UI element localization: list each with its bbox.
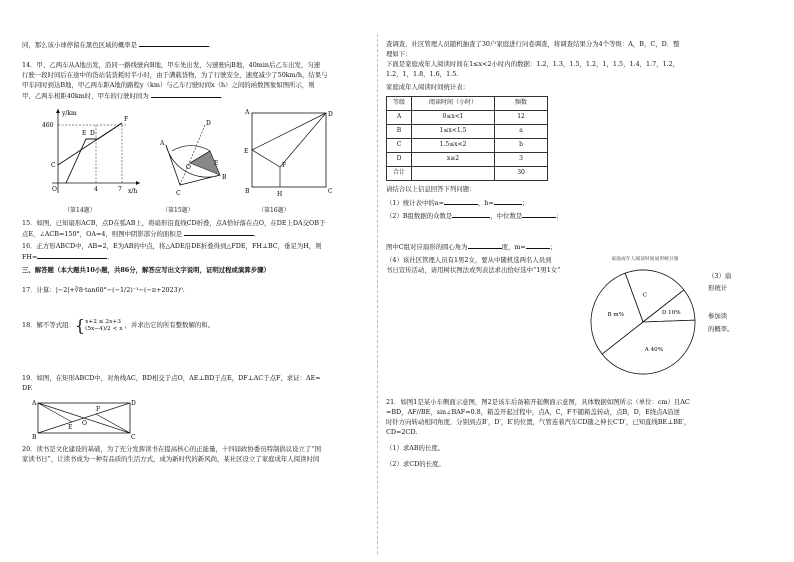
svg-text:y/km: y/km <box>62 109 77 117</box>
answer-blank <box>184 229 254 236</box>
svg-text:C: C <box>176 189 181 197</box>
svg-text:C: C <box>51 161 56 169</box>
svg-text:4: 4 <box>94 185 98 193</box>
question-21: 21．如图1是某小车侧面示意图，图2是该车后备箱开起侧面示意图，具体数据如图所示（单位：cm）且AC =BD，AF//BE，sin∠BAF=0.8，箱盖开起过程中，点A，C，F不随箱盖转动，点B，D，E绕点A沿逆 时针方向转动相同角度，分别到点B′，D′，E′的位置，气管连着汽车CD随之伸长C′D′，已知直线BE⊥BE′， CD=2CD. （1）求AB的长度。 （2）求CD的长度。 <box>386 398 771 473</box>
figure-16-square <box>240 105 340 205</box>
table-row: 合计 30 <box>387 166 548 180</box>
svg-text:D: D <box>131 399 136 407</box>
pie-chart <box>585 262 705 382</box>
svg-text:A: A <box>245 108 250 116</box>
q21-sub-1: （1）求AB的长度。 <box>386 443 445 452</box>
question-16: 16．正方形ABCD中，AB=2，E为AB的中点，将△ADE沿DE折叠得到△FDE，FH⊥BC，垂足为H，则 FH= ． <box>22 242 322 262</box>
svg-text:E: E <box>214 159 219 167</box>
pie-label-b: B m% <box>607 312 625 319</box>
sub-question-4: （4）该社区管理人员有1男2女，要从中随机选两名人员到 书日宣传活动，请用树状图法或列表法求出恰好选中“1男1女” <box>386 256 561 275</box>
svg-text:A: A <box>160 139 165 147</box>
question-19: 19．如图，在矩形ABCD中，对角线AC，BD相交于点O，AE⊥BD于点E，DF⊥AC于点F，求证：AE= DF. <box>22 374 321 393</box>
svg-text:B: B <box>245 187 250 195</box>
table-header-row: 等级 阅读时间（小时） 频数 <box>387 96 548 110</box>
svg-text:C: C <box>131 433 136 441</box>
table-row: D x≥2 3 <box>387 152 548 166</box>
svg-text:E: E <box>82 129 87 137</box>
pie-label-a: A 40% <box>644 346 664 353</box>
svg-text:A: A <box>32 399 37 407</box>
frequency-table <box>386 96 548 181</box>
sub-question-1: （1）统计表中的a= ，b= ； <box>386 198 529 207</box>
prev-question-line: 同，那么该小球停留在黑色区域的概率是 ． <box>22 41 216 49</box>
q21-sub-2: （2）求CD的长度。 <box>386 459 445 468</box>
svg-text:D: D <box>206 119 211 127</box>
svg-text:F: F <box>282 161 287 169</box>
figure-14-caption: （第14题） <box>64 206 96 214</box>
pie-chart-panel <box>585 255 705 395</box>
svg-text:O: O <box>186 163 191 171</box>
svg-text:F: F <box>96 405 101 413</box>
question-15: 15．如图，已知扇形ACB，点D在弧AB上，将扇形沿直线CD折叠，点A恰好落在点O，在DE上DA交OB于 点E，∠ACB=150°，OA=4，则图中阴影部分的面积是 ． <box>22 218 326 238</box>
section-3-heading: 三、解答题（本大题共10小题，共86分，解答应写出文字说明，证明过程或演算步骤） <box>22 266 270 275</box>
svg-text:E: E <box>68 423 73 431</box>
question-17: 17．计算：|−2|+∛8·tan60°−(−1/2)⁻¹−(−π+2023)⁰. <box>22 286 185 295</box>
figure-15-sector <box>150 105 240 205</box>
pie-chart-title: 家庭成年人阅读时间扇形统计图 <box>611 257 679 262</box>
svg-text:H: H <box>277 190 283 198</box>
answer-blank <box>151 91 221 98</box>
table-row: B 1≤x<1.5 a <box>387 124 548 138</box>
table-row: A 0≤x<1 12 <box>387 110 548 124</box>
left-column <box>22 40 370 552</box>
figure-16-caption: （第16题） <box>258 206 290 214</box>
answer-blank <box>139 40 209 47</box>
svg-text:7: 7 <box>118 185 122 193</box>
svg-text:D: D <box>328 110 333 118</box>
svg-text:B: B <box>222 173 227 181</box>
sub-question-3: 图中C组对应扇形的圆心角为 度，m= ； <box>386 243 557 252</box>
column-divider <box>377 34 378 554</box>
svg-text:O: O <box>82 419 87 427</box>
table-row: C 1.5≤x<2 b <box>387 138 548 152</box>
question-18: 18．解不等式组： { x+2 ≤ 2x+3 (5x−4)/2 < x ，并求出它的所有整数解的和。 <box>22 316 215 336</box>
figure-14-graph <box>36 105 146 205</box>
inequality-2: (5x−4)/2 < x <box>85 326 123 333</box>
questions-intro: 请结合以上信息回答下列问题： <box>386 184 476 193</box>
question-14: 14．甲、乙两车从A地出发，沿同一路线驶向B地，甲车先出发，匀速驶向B地，40min后乙车出发，匀速 行驶一段时间后在途中的货站装货耗时半小时，由于满载货物，为了行驶安全，速度减少了50km/h，结果与 甲车同时到达B地，甲乙两车距A地的路程y（km）与乙车行驶时间x（h）之间的函数图象如图所示，则 甲、乙两车相距40km时，甲车的行驶时间为 ． <box>22 60 328 100</box>
svg-text:F: F <box>124 115 129 123</box>
svg-text:x/h: x/h <box>128 187 138 195</box>
question-20-continued: 查调查，社区管理人员随机抽查了30户家庭进行问卷调查，将调查结果分为4个等级：A，B，C，D．整 理如下： 下面是家庭成年人阅读时间在1≤x<2小时内的数据：1.2，1.3，1.5，1.2，1，1.5，1.4，1.7，1.2， 1.2，1，1.8，1.6，1.5. <box>386 40 680 78</box>
figure-15-caption: （第15题） <box>162 206 194 214</box>
figure-19-rectangle <box>30 397 140 441</box>
pie-label-c: C <box>642 292 648 299</box>
svg-text:B: B <box>32 433 37 441</box>
inequality-1: x+2 ≤ 2x+3 <box>85 318 121 325</box>
table-title: 家庭成年人阅读时间统计表： <box>386 82 470 91</box>
sub-question-2: （2）B组数据的众数是 ，中位数是 ； <box>386 212 563 221</box>
answer-blank <box>37 252 107 259</box>
svg-text:C: C <box>328 187 333 195</box>
figure-row-14-16 <box>22 105 370 214</box>
svg-text:E: E <box>244 147 249 155</box>
pie-label-d: D 10% <box>661 310 681 317</box>
pie-side-text: （3）扇 形统计 参加读 的概率。 <box>708 272 734 333</box>
svg-text:460: 460 <box>42 121 54 129</box>
svg-text:D: D <box>90 129 95 137</box>
question-20: 20．读书是文化建设的基础，为了充分发挥读书在提高核心的正能量，十四届政协委员特制倡议设立了“国 家读书日”，让读书成为一种有品质的生活方式，成为新时代的新风尚，某社区设立了家庭成年人阅读时间 <box>22 444 321 463</box>
svg-text:O: O <box>52 185 57 193</box>
